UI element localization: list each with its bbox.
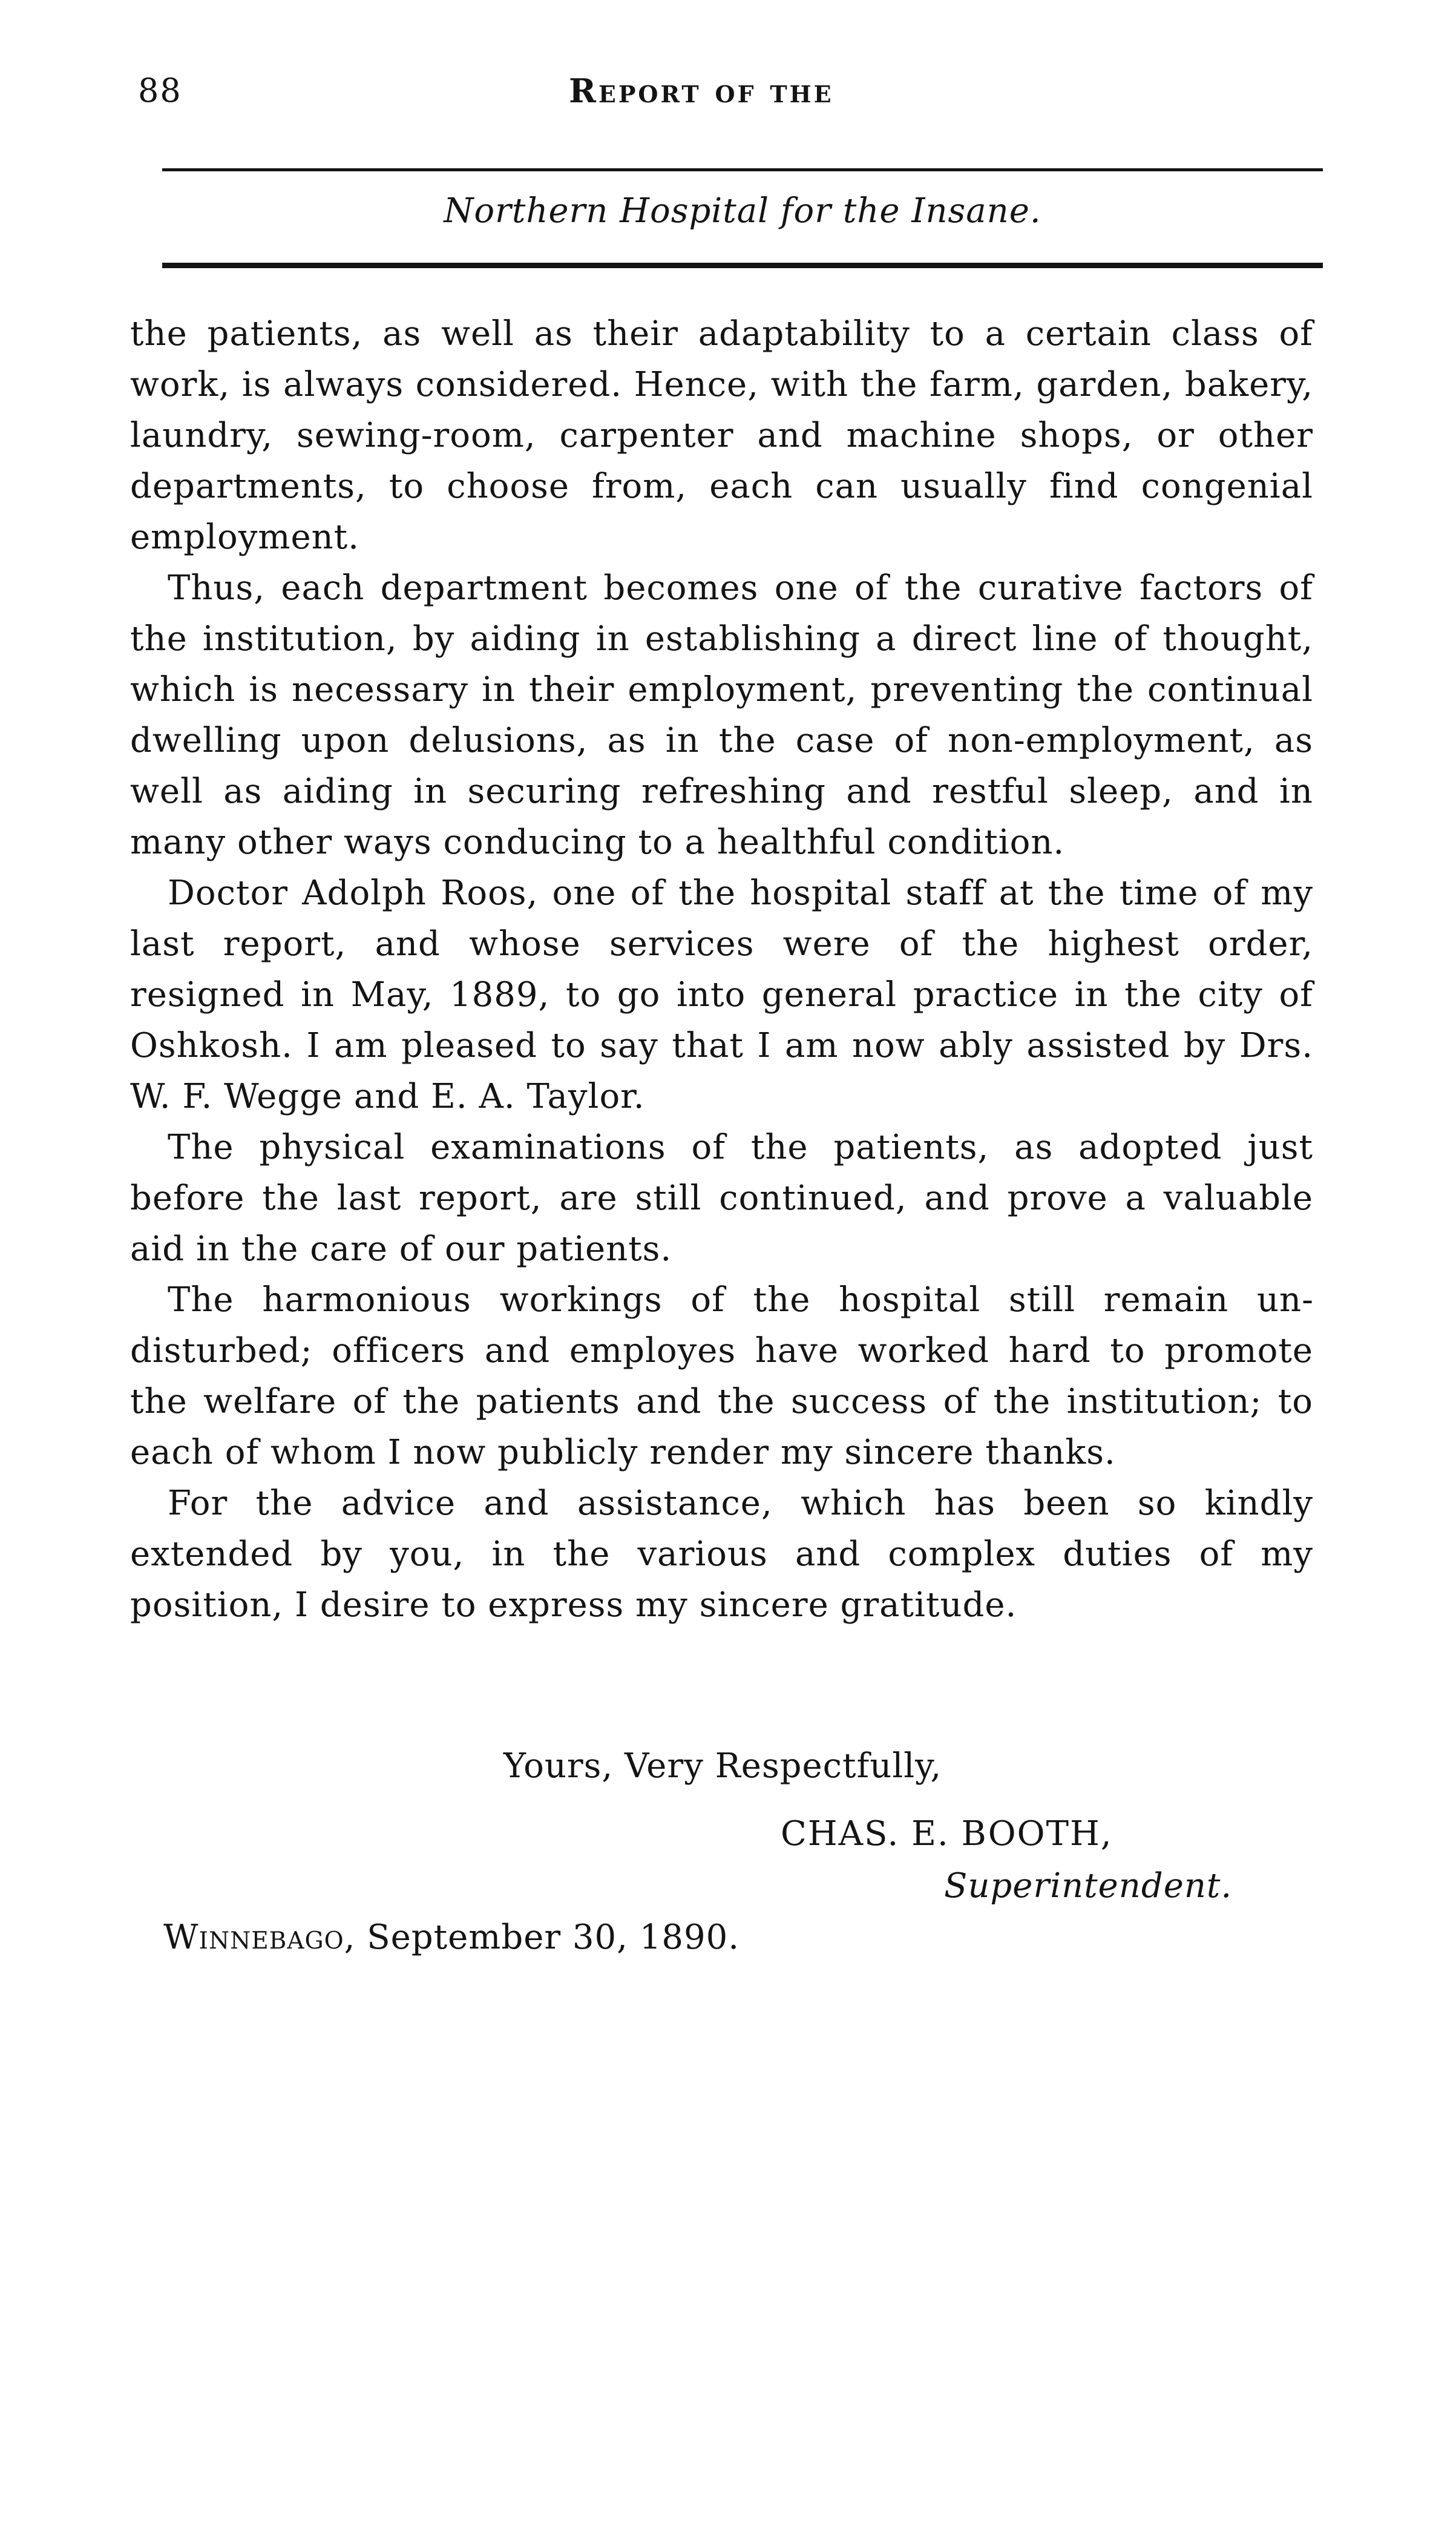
signer-name: CHAS. E. BOOTH, [781, 1814, 1113, 1854]
header-rule-bottom [162, 263, 1323, 268]
paragraph: the patients, as well as their adaptability to a certain class of work, is always considered. Hence, with the farm, garden, bakery, laundry, sewing-room, carpenter and machine shops, or other departments, to choose from, each can usually find congenial employment. [130, 314, 1313, 557]
dateline [163, 1918, 739, 1957]
paragraph: The physical examinations of the patients, as adopted just before the last report, are still continued, and prove a valuable aid in the care of our patients. [130, 1128, 1313, 1269]
page-subhead: Northern Hospital for the Insane. [444, 191, 1041, 231]
dateline-place: Winnebago, [163, 1918, 356, 1957]
signer-title: Superintendent. [944, 1866, 1233, 1906]
paragraph: The harmonious workings of the hospital still remain undisturbed; officers and employes have worked hard to promote the welfare of the patients and the success of the institution; to each of whom I now publicly render my sincere thanks. [130, 1280, 1313, 1472]
header-rule-top [162, 168, 1323, 171]
running-head: Report of the [569, 71, 834, 110]
page-number: 88 [138, 71, 182, 110]
paragraph: Thus, each department becomes one of the curative factors of the institution, by aiding in establishing a direct line of thought, which is necessary in their employment, preventing the continual dwelling upon delusions, as in the case of non-employment, as well as aiding in securing refreshing and restful sleep, and in many other ways conducing to a healthful condition. [130, 568, 1313, 862]
paragraph: For the advice and assistance, which has been so kindly extended by you, in the various and complex duties of my position, I desire to express my sincere gratitude. [130, 1484, 1313, 1625]
paragraph: Doctor Adolph Roos, one of the hospital staff at the time of my last report, and whose services were of the highest order, resigned in May, 1889, to go into general practice in the city of Oshkosh. I am pleased to say that I am now ably assisted by Drs. W. F. Wegge and E. A. Taylor. [130, 873, 1313, 1116]
report-body [130, 309, 1313, 1631]
closing-salutation: Yours, Very Respectfully, [503, 1746, 942, 1786]
dateline-date: September 30, 1890. [367, 1918, 740, 1957]
